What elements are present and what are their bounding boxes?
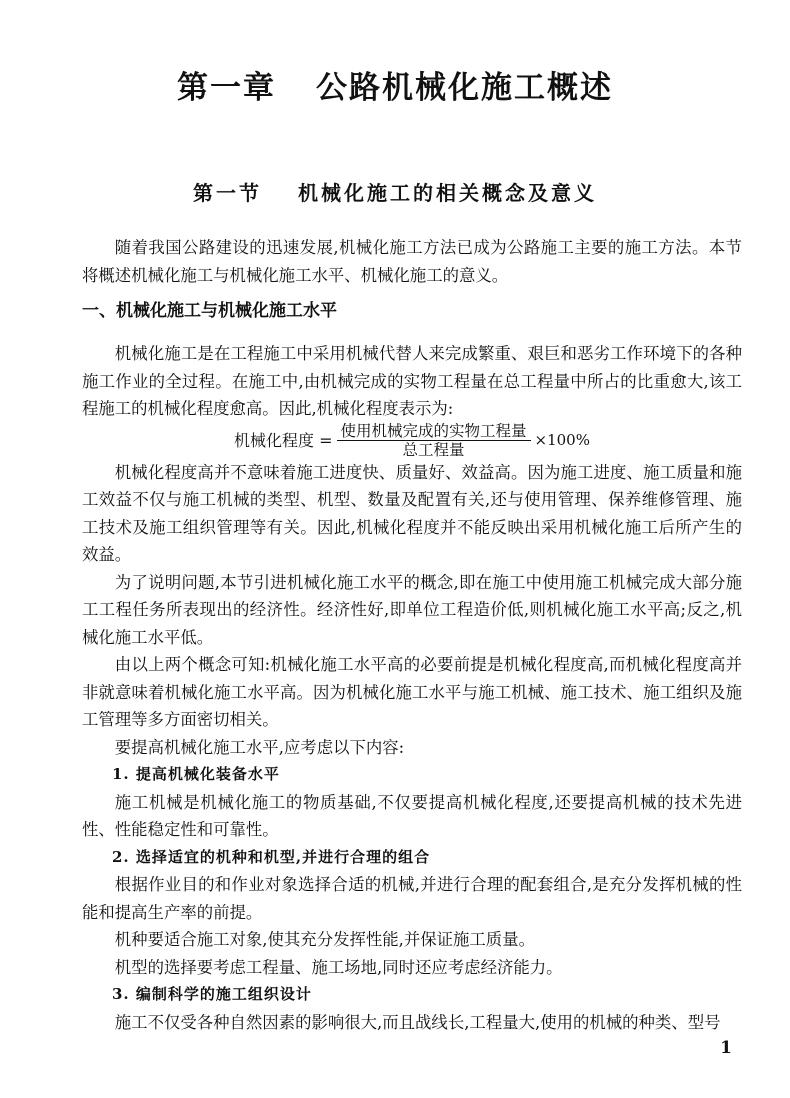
paragraph-10: 施工不仅受各种自然因素的影响很大,而且战线长,工程量大,使用的机械的种类、型号 bbox=[114, 1012, 721, 1032]
intro-paragraph: 随着我国公路建设的迅速发展,机械化施工方法已成为公路施工主要的施工方法。本节将概述机械化施工与机械化施工水平、机械化施工的意义。 bbox=[82, 238, 742, 285]
paragraph-4: 由以上两个概念可知:机械化施工水平高的必要前提是机械化程度高,而机械化程度高并非就意味着机械化施工水平高。因为机械化施工水平与施工机械、施工技术、施工组织及施工管理等多方面密切相关。 bbox=[82, 655, 742, 729]
section-title bbox=[0, 178, 790, 208]
formula-lhs: 机械化程度 = bbox=[234, 430, 333, 450]
paragraph-7: 根据作业目的和作业对象选择合适的机械,并进行合理的配套组合,是充分发挥机械的性能和提高生产率的前提。 bbox=[82, 875, 742, 922]
paragraph-8: 机种要适合施工对象,使其充分发挥性能,并保证施工质量。 bbox=[114, 930, 535, 949]
formula-fraction bbox=[337, 422, 531, 459]
paragraph-6: 施工机械是机械化施工的物质基础,不仅要提高机械化程度,还要提高机械的技术先进性、性能稳定性和可靠性。 bbox=[82, 792, 742, 839]
paragraph-9: 机型的选择要考虑工程量、施工场地,同时还应考虑经济能力。 bbox=[114, 957, 563, 977]
page-number: 1 bbox=[720, 1038, 732, 1058]
formula-denominator: 总工程量 bbox=[402, 441, 465, 459]
formula-multiplier: ×100% bbox=[534, 430, 590, 449]
paragraph-3: 为了说明问题,本节引进机械化施工水平的概念,即在施工中使用施工机械完成大部分施工工程任务所表现出的经济性。经济性好,即单位工程造价低,则机械化施工水平高;反之,机械化施工水平低。 bbox=[82, 572, 742, 647]
paragraph-1: 机械化施工是在工程施工中采用机械代替人来完成繁重、艰巨和恶劣工作环境下的各种施工作业的全过程。在施工中,由机械完成的实物工程量在总工程量中所占的比重愈大,该工程施工的机械化程度愈高。因此,机械化程度表示为: bbox=[82, 344, 742, 418]
paragraph-2: 机械化程度高并不意味着施工进度快、质量好、效益高。因为施工进度、施工质量和施工效益不仅与施工机械的类型、机型、数量及配置有关,还与使用管理、保养维修管理、施工技术及施工组织管理等有关。因此,机械化程度并不能反映出采用机械化施工后所产生的效益。 bbox=[82, 462, 742, 564]
intro-block bbox=[82, 234, 742, 289]
chapter-name: 公路机械化施工概述 bbox=[316, 70, 613, 106]
paragraph-5: 要提高机械化施工水平,应考虑以下内容: bbox=[114, 737, 405, 757]
formula-numerator: 使用机械完成的实物工程量 bbox=[337, 422, 531, 441]
heading-1: 一、机械化施工与机械化施工水平 bbox=[82, 301, 337, 321]
section-name: 机械化施工的相关概念及意义 bbox=[298, 181, 597, 205]
subheading-1: 1. 提高机械化装备水平 bbox=[112, 765, 280, 783]
subheading-3: 3. 编制科学的施工组织设计 bbox=[112, 985, 312, 1003]
chapter-label: 第一章 bbox=[177, 70, 276, 106]
mechanization-formula bbox=[82, 423, 742, 459]
subheading-2: 2. 选择适宜的机种和机型,并进行合理的组合 bbox=[112, 847, 431, 866]
chapter-title bbox=[0, 68, 790, 108]
main-body bbox=[82, 340, 742, 1036]
section-label: 第一节 bbox=[193, 181, 262, 205]
